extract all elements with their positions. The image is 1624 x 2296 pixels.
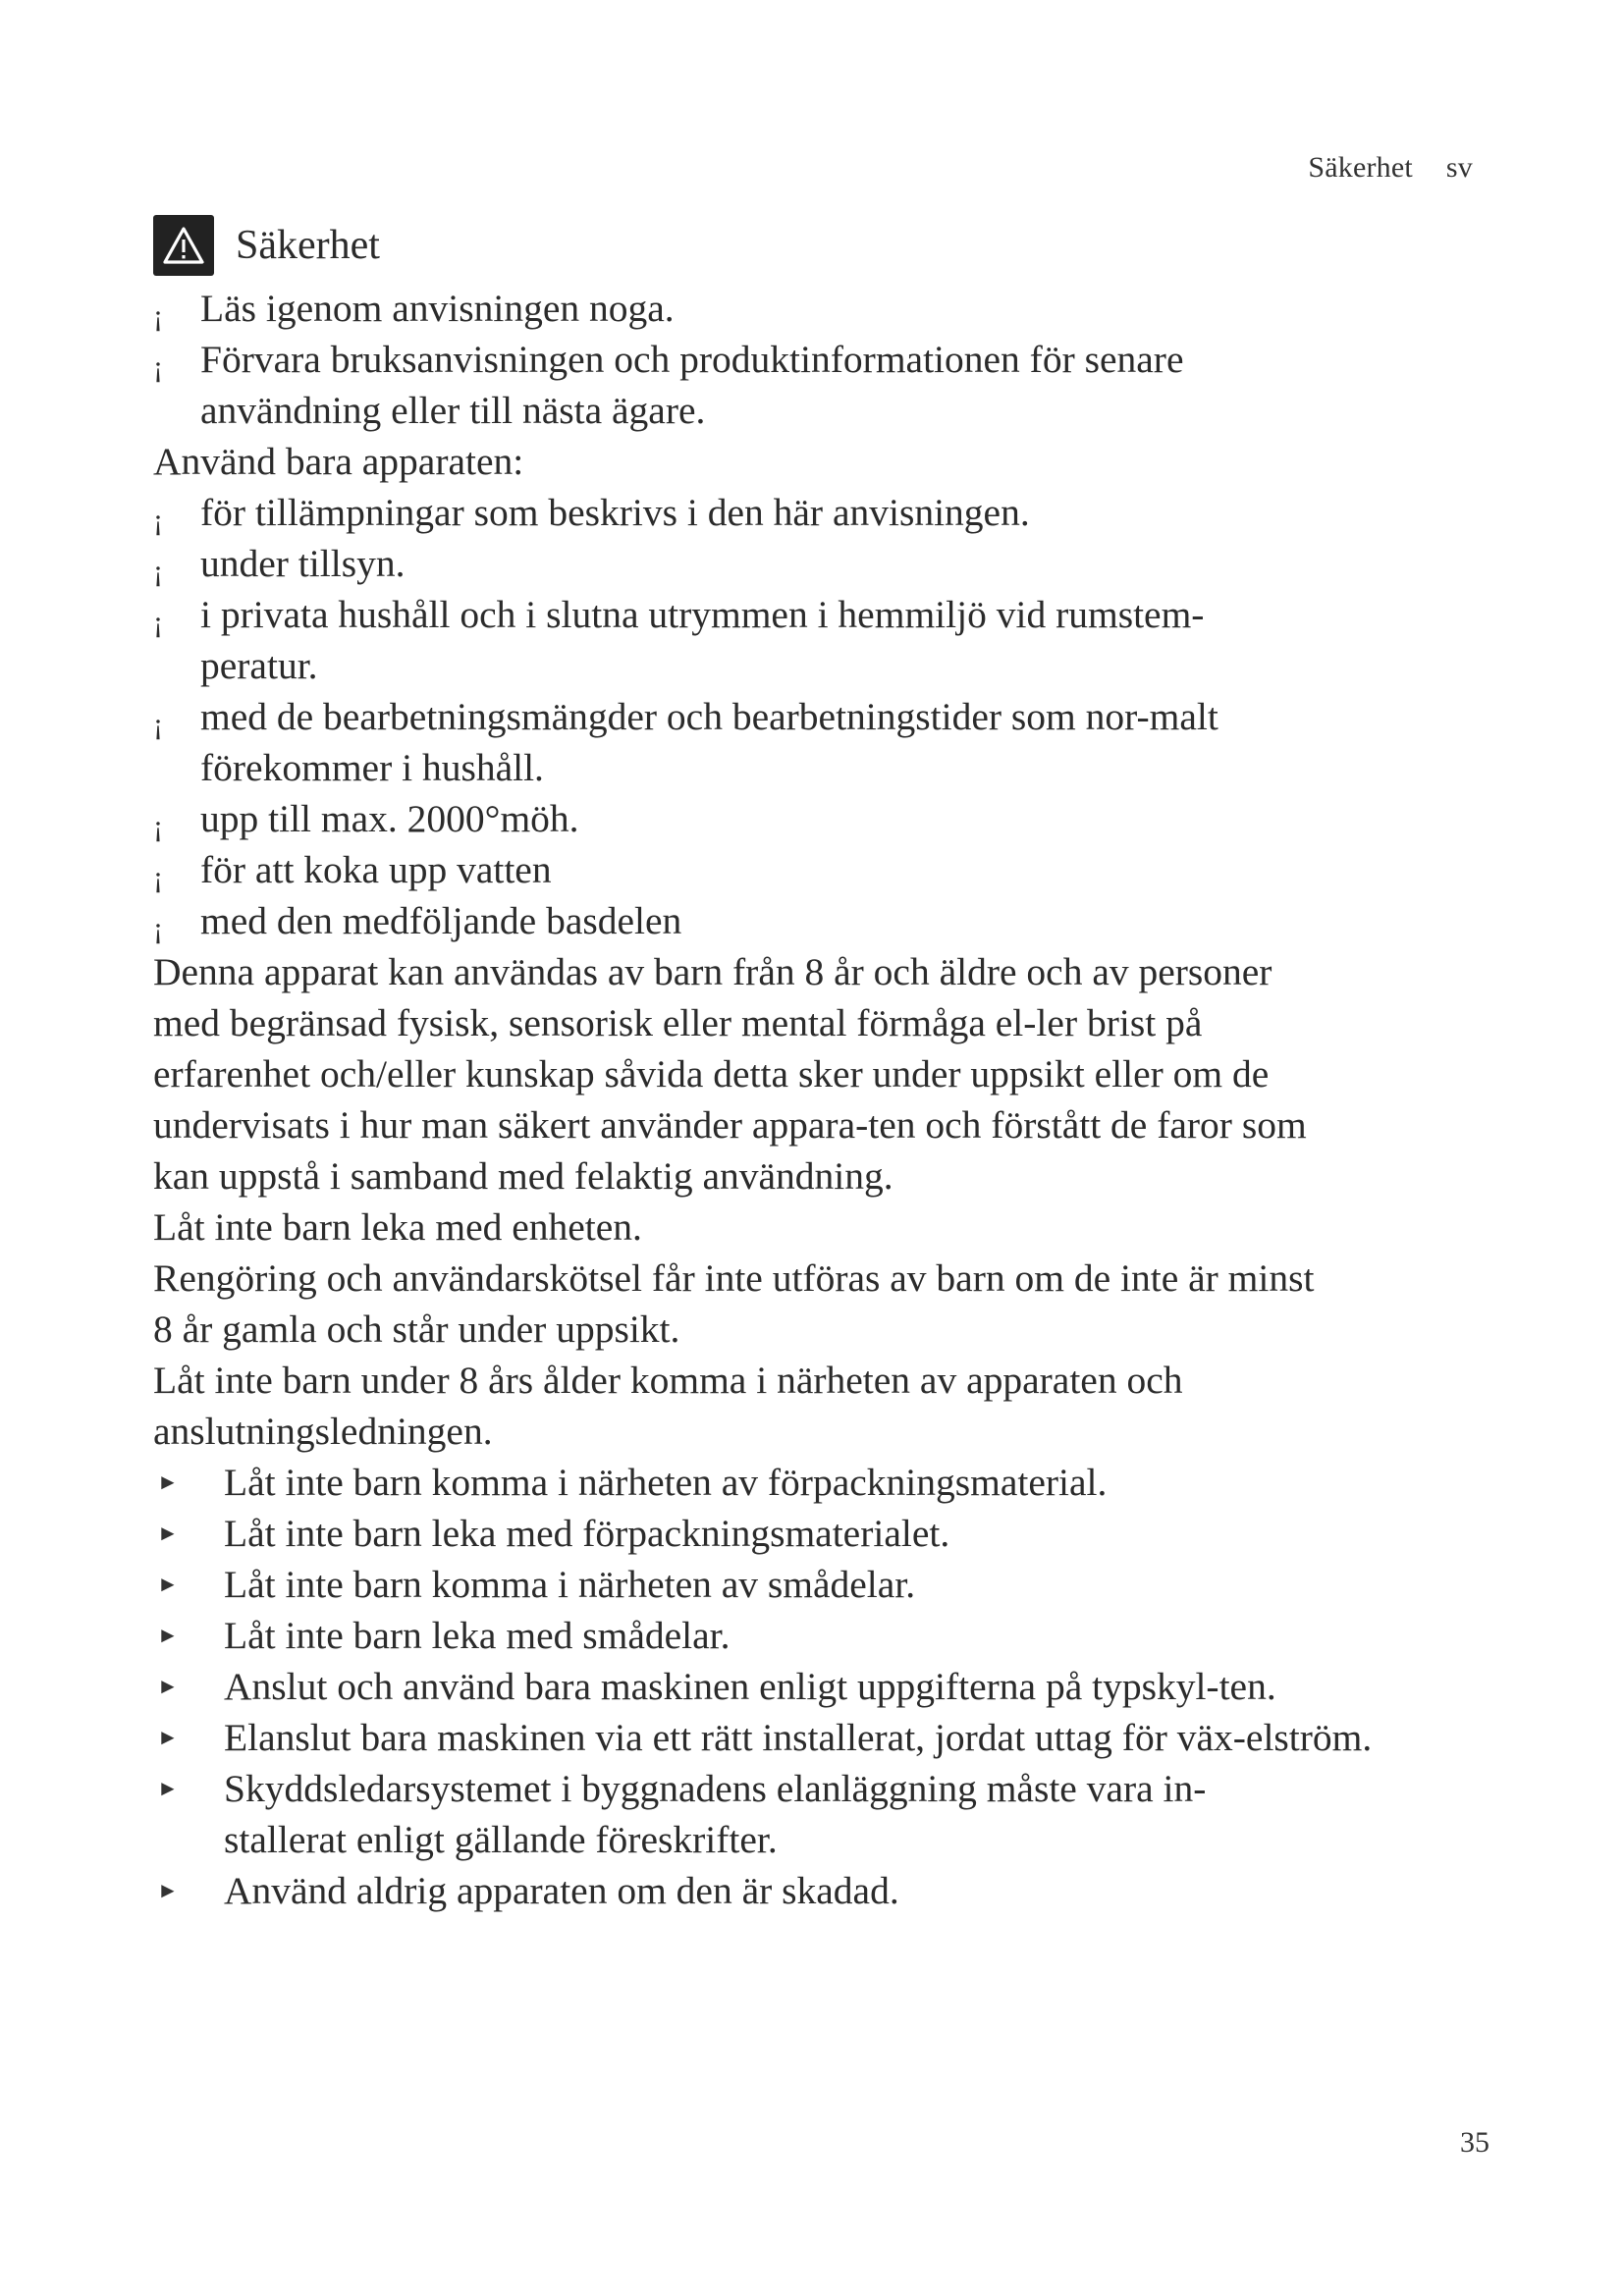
use-bullet: ¡ under tillsyn. bbox=[153, 538, 1390, 589]
bullet-mark: ¡ bbox=[153, 350, 163, 383]
use-bullet: ¡ i privata hushåll och i slutna utrymmen i hemmiljö vid rumstem-peratur. bbox=[153, 589, 1390, 691]
step-item: ► Elanslut bara maskinen via ett rätt installerat, jordat uttag för väx-elström. bbox=[153, 1712, 1390, 1763]
section-title: Säkerhet bbox=[236, 223, 380, 268]
under8-paragraph: Låt inte barn under 8 års ålder komma i närheten av apparaten och anslutningsledningen. bbox=[153, 1359, 1183, 1453]
bullet-mark: ¡ bbox=[153, 810, 163, 842]
document-body bbox=[153, 208, 1390, 1916]
step-item: ► Låt inte barn komma i närheten av förpackningsmaterial. bbox=[153, 1457, 1390, 1508]
arrow-right-icon: ► bbox=[157, 1521, 179, 1545]
intro-bullet-list bbox=[153, 283, 1390, 436]
cleaning-paragraph: Rengöring och användarskötsel får inte utföras av barn om de inte är minst 8 år gamla och står under uppsikt. bbox=[153, 1256, 1315, 1351]
running-header-language: sv bbox=[1445, 151, 1473, 184]
step-item: ► Låt inte barn komma i närheten av smådelar. bbox=[153, 1559, 1390, 1610]
page-number: 35 bbox=[1460, 2126, 1489, 2159]
bullet-mark: ¡ bbox=[153, 708, 163, 740]
use-bullet: ¡ för tillämpningar som beskrivs i den här anvisningen. bbox=[153, 487, 1390, 538]
running-header-section: Säkerhet bbox=[1308, 151, 1413, 184]
use-bullet: ¡ för att koka upp vatten bbox=[153, 844, 1390, 895]
bullet-mark: ¡ bbox=[153, 504, 163, 536]
intro-bullet: ¡ Förvara bruksanvisningen och produktinformationen för senare användning eller till nästa ägare. bbox=[153, 334, 1390, 436]
arrow-right-icon: ► bbox=[157, 1623, 179, 1647]
step-item: ► Använd aldrig apparaten om den är skadad. bbox=[153, 1865, 1390, 1916]
arrow-right-icon: ► bbox=[157, 1674, 179, 1698]
step-list bbox=[153, 1457, 1390, 1916]
running-header bbox=[1308, 151, 1473, 185]
step-item: ► Låt inte barn leka med förpackningsmaterialet. bbox=[153, 1508, 1390, 1559]
step-item: ► Skyddsledarsystemet i byggnadens elanläggning måste vara in-stallerat enligt gällande föreskrifter. bbox=[153, 1763, 1390, 1865]
arrow-right-icon: ► bbox=[157, 1469, 179, 1494]
arrow-right-icon: ► bbox=[157, 1878, 179, 1902]
bullet-mark: ¡ bbox=[153, 606, 163, 638]
warning-icon bbox=[153, 215, 214, 276]
step-item: ► Anslut och använd bara maskinen enligt uppgifterna på typskyl-ten. bbox=[153, 1661, 1390, 1712]
use-bullet: ¡ med de bearbetningsmängder och bearbetningstider som nor-malt förekommer i hushåll. bbox=[153, 691, 1390, 793]
no-play-paragraph: Låt inte barn leka med enheten. bbox=[153, 1205, 642, 1249]
bullet-mark: ¡ bbox=[153, 299, 163, 332]
step-item: ► Låt inte barn leka med smådelar. bbox=[153, 1610, 1390, 1661]
use-bullet-list bbox=[153, 487, 1390, 946]
use-bullet: ¡ med den medföljande basdelen bbox=[153, 895, 1390, 946]
bullet-mark: ¡ bbox=[153, 555, 163, 587]
use-lead: Använd bara apparaten: bbox=[153, 440, 524, 483]
bullet-mark: ¡ bbox=[153, 912, 163, 944]
children-paragraph: Denna apparat kan användas av barn från 8 år och äldre och av personer med begränsad fysisk, sensorisk eller mental förmåga el-ler brist på erfarenhet och/eller kunskap såvida detta sker under uppsikt eller om de undervisats i hur man säkert använder appara-ten och förstått de faror som kan uppstå i samband med felaktig användning. bbox=[153, 950, 1307, 1198]
arrow-right-icon: ► bbox=[157, 1572, 179, 1596]
bullet-mark: ¡ bbox=[153, 861, 163, 893]
arrow-right-icon: ► bbox=[157, 1725, 179, 1749]
use-bullet: ¡ upp till max. 2000°möh. bbox=[153, 793, 1390, 844]
intro-bullet: ¡ Läs igenom anvisningen noga. bbox=[153, 283, 1390, 334]
section-heading bbox=[153, 208, 1390, 283]
arrow-right-icon: ► bbox=[157, 1776, 179, 1800]
